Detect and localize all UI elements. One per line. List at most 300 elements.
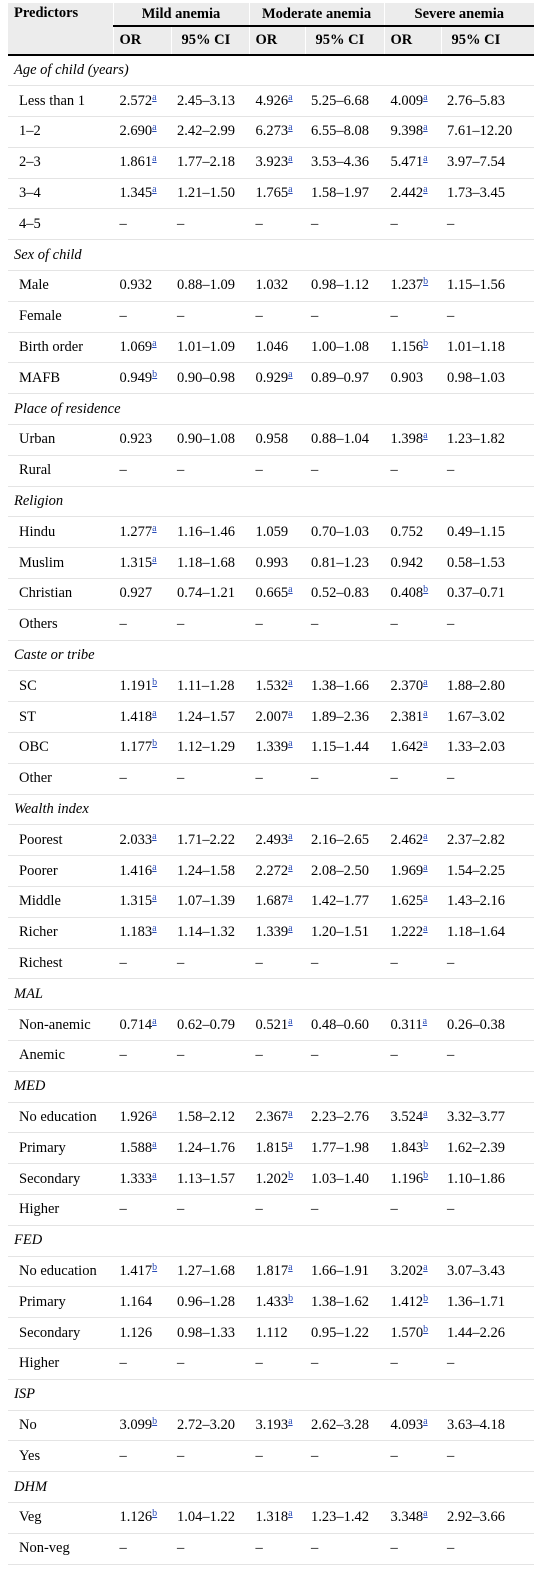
ci-cell	[171, 363, 249, 394]
cell-value: 1.416	[119, 862, 153, 879]
or-cell	[384, 1164, 441, 1195]
or-cell	[384, 86, 441, 117]
or-cell	[249, 579, 305, 610]
footnote-link[interactable]: b	[152, 676, 158, 688]
cell-value: –	[390, 308, 398, 325]
ci-cell	[441, 1041, 534, 1072]
or-cell	[249, 548, 305, 579]
footnote-link[interactable]: a	[152, 1015, 157, 1027]
footnote-link[interactable]: a	[152, 184, 157, 196]
footnote-link[interactable]: a	[288, 676, 293, 688]
footnote-link[interactable]: a	[288, 1015, 293, 1027]
cell-value: –	[119, 215, 127, 232]
ci-cell	[171, 455, 249, 486]
footnote-link[interactable]: a	[152, 861, 157, 873]
table-row	[8, 1010, 534, 1041]
ci-cell	[441, 1502, 534, 1533]
predictor-label: 4–5	[8, 209, 113, 240]
table-row	[8, 1164, 534, 1195]
footnote-link[interactable]: a	[423, 1107, 428, 1119]
or-cell	[249, 917, 305, 948]
or-cell	[249, 363, 305, 394]
predictor-label: Non-veg	[8, 1533, 113, 1564]
ci-cell	[171, 825, 249, 856]
ci-cell	[305, 178, 384, 209]
ci-cell	[305, 948, 384, 979]
section-row	[8, 640, 534, 671]
cell-value: 0.70–1.03	[311, 523, 370, 540]
cell-value: –	[390, 1540, 398, 1557]
footnote-link[interactable]: a	[152, 338, 157, 350]
footnote-link[interactable]: a	[423, 153, 428, 165]
or-cell	[384, 1318, 441, 1349]
or-cell	[113, 917, 171, 948]
or-cell	[249, 948, 305, 979]
footnote-link[interactable]: a	[423, 122, 428, 134]
footnote-link[interactable]: a	[422, 1015, 428, 1027]
or-cell	[384, 1133, 441, 1164]
cell-value: 0.48–0.60	[311, 1016, 370, 1033]
footnote-link[interactable]: a	[288, 892, 293, 904]
ci-cell	[171, 1441, 249, 1472]
predictor-label: Secondary	[8, 1164, 113, 1195]
cell-value: –	[390, 462, 398, 479]
cell-value: 1.570	[390, 1324, 424, 1341]
or-cell	[384, 733, 441, 764]
section-label: MED	[8, 1071, 534, 1102]
cell-value: 1.032	[255, 277, 289, 294]
ci-cell	[305, 517, 384, 548]
table-row	[8, 332, 534, 363]
or-cell	[249, 455, 305, 486]
footnote-link[interactable]: b	[423, 584, 429, 596]
footnote-link[interactable]: b	[423, 276, 429, 288]
footnote-link[interactable]: a	[423, 676, 428, 688]
cell-value: –	[390, 1355, 398, 1372]
or-cell	[113, 887, 171, 918]
cell-value: 1.00–1.08	[311, 339, 370, 356]
or-cell	[113, 117, 171, 148]
cell-value: –	[177, 616, 185, 633]
footnote-link[interactable]: a	[288, 368, 293, 380]
footnote-link[interactable]: a	[423, 1508, 428, 1520]
ci-cell	[305, 1410, 384, 1441]
section-row	[8, 55, 534, 86]
cell-value: 0.95–1.22	[311, 1324, 370, 1341]
footnote-link[interactable]: a	[288, 153, 293, 165]
footnote-link[interactable]: a	[152, 830, 157, 842]
ci-cell	[441, 1194, 534, 1225]
ci-cell	[171, 1010, 249, 1041]
cell-value: 1.046	[255, 339, 289, 356]
cell-value: –	[177, 955, 185, 971]
footnote-link[interactable]: a	[423, 738, 428, 750]
footnote-link[interactable]: a	[288, 584, 293, 596]
or-cell	[113, 301, 171, 332]
footnote-link[interactable]: a	[152, 892, 157, 904]
footnote-link[interactable]: a	[288, 1138, 293, 1150]
footnote-link[interactable]: a	[288, 184, 293, 196]
cell-value: 2.493	[255, 831, 289, 848]
cell-value: –	[119, 462, 127, 479]
footnote-link[interactable]: b	[423, 1138, 429, 1150]
footnote-link[interactable]: a	[288, 923, 293, 935]
predictor-label: No	[8, 1410, 113, 1441]
cell-value: –	[255, 215, 263, 232]
or-cell	[249, 178, 305, 209]
or-cell	[384, 1194, 441, 1225]
predictor-label: Others	[8, 609, 113, 640]
cell-value: 0.98–1.03	[447, 369, 506, 386]
ci-cell	[441, 671, 534, 702]
footnote-link[interactable]: a	[288, 91, 293, 103]
cell-value: 1.059	[255, 523, 289, 540]
or-cell	[113, 1041, 171, 1072]
footnote-link[interactable]: a	[152, 923, 157, 935]
cell-value: 1.418	[119, 708, 153, 725]
section-row	[8, 1379, 534, 1410]
ci-cell	[171, 86, 249, 117]
table-row	[8, 702, 534, 733]
cell-value: 0.90–1.08	[177, 431, 235, 448]
or-cell	[113, 1441, 171, 1472]
cell-value: –	[447, 1540, 455, 1557]
cell-value: 1.069	[119, 339, 153, 356]
footnote-link[interactable]: b	[152, 1415, 158, 1427]
or-cell	[113, 763, 171, 794]
footnote-link[interactable]: a	[423, 184, 428, 196]
predictor-label: MAFB	[8, 363, 113, 394]
or-cell	[384, 455, 441, 486]
section-row	[8, 394, 534, 425]
table-row	[8, 209, 534, 240]
or-cell	[384, 301, 441, 332]
footnote-link[interactable]: a	[152, 1169, 157, 1181]
cell-value: 0.52–0.83	[311, 585, 370, 602]
cell-value: 1.21–1.50	[177, 185, 235, 202]
ci-cell	[305, 1010, 384, 1041]
cell-value: –	[177, 1355, 185, 1372]
cell-value: 1.07–1.39	[177, 893, 235, 910]
ci-cell	[441, 763, 534, 794]
table-row	[8, 733, 534, 764]
footnote-link[interactable]: a	[288, 122, 293, 134]
footnote-link[interactable]: b	[152, 368, 158, 380]
ci-cell	[171, 1164, 249, 1195]
cell-value: –	[177, 462, 185, 479]
predictor-label: Male	[8, 271, 113, 302]
or-cell	[249, 425, 305, 456]
footnote-link[interactable]: b	[423, 338, 429, 350]
cell-value: –	[447, 462, 455, 479]
cell-value: 1.24–1.76	[177, 1139, 235, 1156]
footnote-link[interactable]: b	[152, 1261, 158, 1273]
table-row	[8, 763, 534, 794]
cell-value: 1.16–1.46	[177, 523, 235, 540]
predictor-label: No education	[8, 1102, 113, 1133]
cell-value: 1.315	[119, 554, 153, 571]
ci-cell	[305, 671, 384, 702]
cell-value: 1.177	[119, 739, 153, 756]
section-label: Place of residence	[8, 394, 534, 425]
footnote-link[interactable]: a	[288, 861, 293, 873]
cell-value: 1.112	[255, 1324, 288, 1341]
footnote-link[interactable]: a	[152, 153, 157, 165]
cell-value: 2.42–2.99	[177, 123, 235, 140]
cell-value: 2.381	[390, 708, 424, 725]
cell-value: 3.53–4.36	[311, 154, 370, 171]
header-row-groups	[8, 3, 534, 26]
or-cell	[249, 1010, 305, 1041]
cell-value: 1.71–2.22	[177, 831, 235, 848]
table-row	[8, 86, 534, 117]
footnote-link[interactable]: a	[423, 430, 428, 442]
table-row	[8, 1256, 534, 1287]
ci-cell	[441, 579, 534, 610]
cell-value: 1.01–1.09	[177, 339, 235, 356]
or-cell	[113, 1502, 171, 1533]
cell-value: 1.345	[119, 185, 153, 202]
table-row	[8, 1102, 534, 1133]
cell-value: –	[311, 1201, 319, 1218]
or-cell	[249, 887, 305, 918]
mild-anemia-header: Mild anemia	[113, 3, 249, 26]
cell-value: 1.62–2.39	[447, 1139, 506, 1156]
ci-cell	[171, 425, 249, 456]
ci-cell	[171, 763, 249, 794]
footnote-link[interactable]: a	[423, 1415, 428, 1427]
footnote-link[interactable]: a	[288, 738, 293, 750]
cell-value: –	[255, 462, 263, 479]
cell-value: 0.49–1.15	[447, 523, 506, 540]
ci-cell	[441, 86, 534, 117]
or-cell	[249, 856, 305, 887]
predictor-label: 1–2	[8, 117, 113, 148]
or-cell	[384, 363, 441, 394]
ci-cell	[441, 702, 534, 733]
or-cell	[249, 609, 305, 640]
footnote-link[interactable]: a	[423, 861, 428, 873]
ci-cell	[305, 609, 384, 640]
footnote-link[interactable]: b	[423, 1323, 429, 1335]
or-cell	[113, 178, 171, 209]
or-cell	[249, 1041, 305, 1072]
cell-value: 1.333	[119, 1170, 153, 1187]
cell-value: 1.18–1.68	[177, 554, 235, 571]
predictor-label: Rural	[8, 455, 113, 486]
footnote-link[interactable]: a	[288, 1107, 293, 1119]
footnote-link[interactable]: a	[288, 830, 293, 842]
cell-value: 1.77–2.18	[177, 154, 235, 171]
mild-ci-header: 95% CI	[171, 26, 249, 55]
ci-cell	[171, 1287, 249, 1318]
ci-cell	[441, 271, 534, 302]
ci-cell	[441, 548, 534, 579]
cell-value: 3.348	[390, 1509, 424, 1526]
cell-value: 2.08–2.50	[311, 862, 370, 879]
or-cell	[249, 301, 305, 332]
cell-value: 1.23–1.82	[447, 431, 506, 448]
cell-value: 1.433	[255, 1293, 289, 1310]
ci-cell	[441, 1133, 534, 1164]
footnote-link[interactable]: b	[152, 1508, 158, 1520]
or-cell	[113, 1256, 171, 1287]
footnote-link[interactable]: a	[152, 122, 157, 134]
ci-cell	[171, 856, 249, 887]
cell-value: 2.72–3.20	[177, 1416, 235, 1433]
or-cell	[384, 147, 441, 178]
or-cell	[249, 147, 305, 178]
table-row	[8, 1318, 534, 1349]
table-row	[8, 1410, 534, 1441]
footnote-link[interactable]: b	[288, 1169, 294, 1181]
cell-value: 1.03–1.40	[311, 1170, 370, 1187]
or-cell	[113, 948, 171, 979]
footnote-link[interactable]: a	[288, 1261, 293, 1273]
cell-value: 1.625	[390, 893, 424, 910]
or-cell	[249, 1533, 305, 1564]
cell-value: 1.58–1.97	[311, 185, 370, 202]
ci-cell	[305, 579, 384, 610]
ci-cell	[171, 579, 249, 610]
or-cell	[113, 147, 171, 178]
cell-value: 1.18–1.64	[447, 924, 506, 941]
cell-value: 0.37–0.71	[447, 585, 506, 602]
cell-value: 1.237	[390, 277, 424, 294]
cell-value: 0.98–1.12	[311, 277, 370, 294]
footnote-link[interactable]: b	[288, 1292, 294, 1304]
table-row	[8, 1287, 534, 1318]
or-cell	[249, 271, 305, 302]
footnote-link[interactable]: a	[423, 707, 428, 719]
predictor-label: OBC	[8, 733, 113, 764]
footnote-link[interactable]: b	[423, 1169, 429, 1181]
cell-value: 1.20–1.51	[311, 924, 370, 941]
cell-value: –	[447, 955, 455, 971]
cell-value: –	[311, 1447, 319, 1464]
cell-value: –	[390, 215, 398, 232]
footnote-link[interactable]: a	[288, 1508, 293, 1520]
cell-value: 1.12–1.29	[177, 739, 235, 756]
ci-cell	[441, 178, 534, 209]
cell-value: 3.202	[390, 1262, 424, 1279]
footnote-link[interactable]: a	[152, 522, 157, 534]
cell-value: 1.164	[119, 1293, 153, 1310]
section-row	[8, 794, 534, 825]
footnote-link[interactable]: a	[423, 923, 428, 935]
cell-value: –	[390, 616, 398, 633]
section-row	[8, 979, 534, 1010]
cell-value: 1.222	[390, 924, 424, 941]
cell-value: 1.843	[390, 1139, 424, 1156]
cell-value: 1.315	[119, 893, 153, 910]
cell-value: –	[255, 308, 263, 325]
ci-cell	[171, 1502, 249, 1533]
cell-value: 1.765	[255, 185, 289, 202]
cell-value: –	[255, 1201, 263, 1218]
footnote-link[interactable]: a	[423, 830, 428, 842]
cell-value: –	[119, 308, 127, 325]
cell-value: 1.44–2.26	[447, 1324, 506, 1341]
footnote-link[interactable]: b	[152, 738, 158, 750]
cell-value: 1.33–2.03	[447, 739, 506, 756]
cell-value: 3.193	[255, 1416, 289, 1433]
cell-value: 0.90–0.98	[177, 369, 235, 386]
footnote-link[interactable]: a	[423, 91, 428, 103]
ci-cell	[305, 1102, 384, 1133]
ci-cell	[171, 1318, 249, 1349]
cell-value: –	[447, 616, 455, 633]
predictor-label: No education	[8, 1256, 113, 1287]
cell-value: –	[255, 770, 263, 787]
or-cell	[113, 1194, 171, 1225]
cell-value: 2.62–3.28	[311, 1416, 370, 1433]
predictor-label: 2–3	[8, 147, 113, 178]
cell-value: 1.36–1.71	[447, 1293, 506, 1310]
or-cell	[249, 1102, 305, 1133]
or-cell	[384, 856, 441, 887]
ci-cell	[441, 332, 534, 363]
footnote-link[interactable]: b	[423, 1292, 429, 1304]
odds-ratio-table	[8, 3, 534, 1565]
ci-cell	[305, 763, 384, 794]
or-cell	[113, 548, 171, 579]
cell-value: 2.367	[255, 1108, 289, 1125]
cell-value: 0.993	[255, 554, 289, 571]
cell-value: 1.24–1.58	[177, 862, 235, 879]
cell-value: 1.398	[390, 431, 424, 448]
predictor-label: Birth order	[8, 332, 113, 363]
or-cell	[384, 548, 441, 579]
cell-value: –	[177, 215, 185, 232]
or-cell	[384, 1502, 441, 1533]
cell-value: 1.861	[119, 154, 153, 171]
footnote-link[interactable]: a	[152, 553, 157, 565]
footnote-link[interactable]: a	[423, 1261, 428, 1273]
or-cell	[249, 117, 305, 148]
footnote-link[interactable]: a	[152, 707, 157, 719]
footnote-link[interactable]: a	[288, 707, 293, 719]
footnote-link[interactable]: a	[288, 1415, 293, 1427]
or-cell	[113, 1287, 171, 1318]
or-cell	[384, 1102, 441, 1133]
ci-cell	[305, 363, 384, 394]
footnote-link[interactable]: a	[152, 1138, 157, 1150]
ci-cell	[441, 1256, 534, 1287]
table-row	[8, 1194, 534, 1225]
ci-cell	[171, 117, 249, 148]
predictor-label: Primary	[8, 1133, 113, 1164]
footnote-link[interactable]: a	[152, 1107, 157, 1119]
predictor-label: Christian	[8, 579, 113, 610]
ci-cell	[171, 948, 249, 979]
cell-value: 1.89–2.36	[311, 708, 370, 725]
ci-cell	[305, 1287, 384, 1318]
section-label: Age of child (years)	[8, 55, 534, 86]
cell-value: –	[177, 1447, 185, 1464]
footnote-link[interactable]: a	[152, 91, 157, 103]
ci-cell	[441, 1102, 534, 1133]
or-cell	[249, 1410, 305, 1441]
section-row	[8, 1225, 534, 1256]
footnote-link[interactable]: a	[423, 892, 428, 904]
or-cell	[113, 209, 171, 240]
ci-cell	[441, 887, 534, 918]
cell-value: –	[177, 308, 185, 325]
predictor-label: Veg	[8, 1502, 113, 1533]
or-cell	[384, 702, 441, 733]
or-cell	[113, 579, 171, 610]
